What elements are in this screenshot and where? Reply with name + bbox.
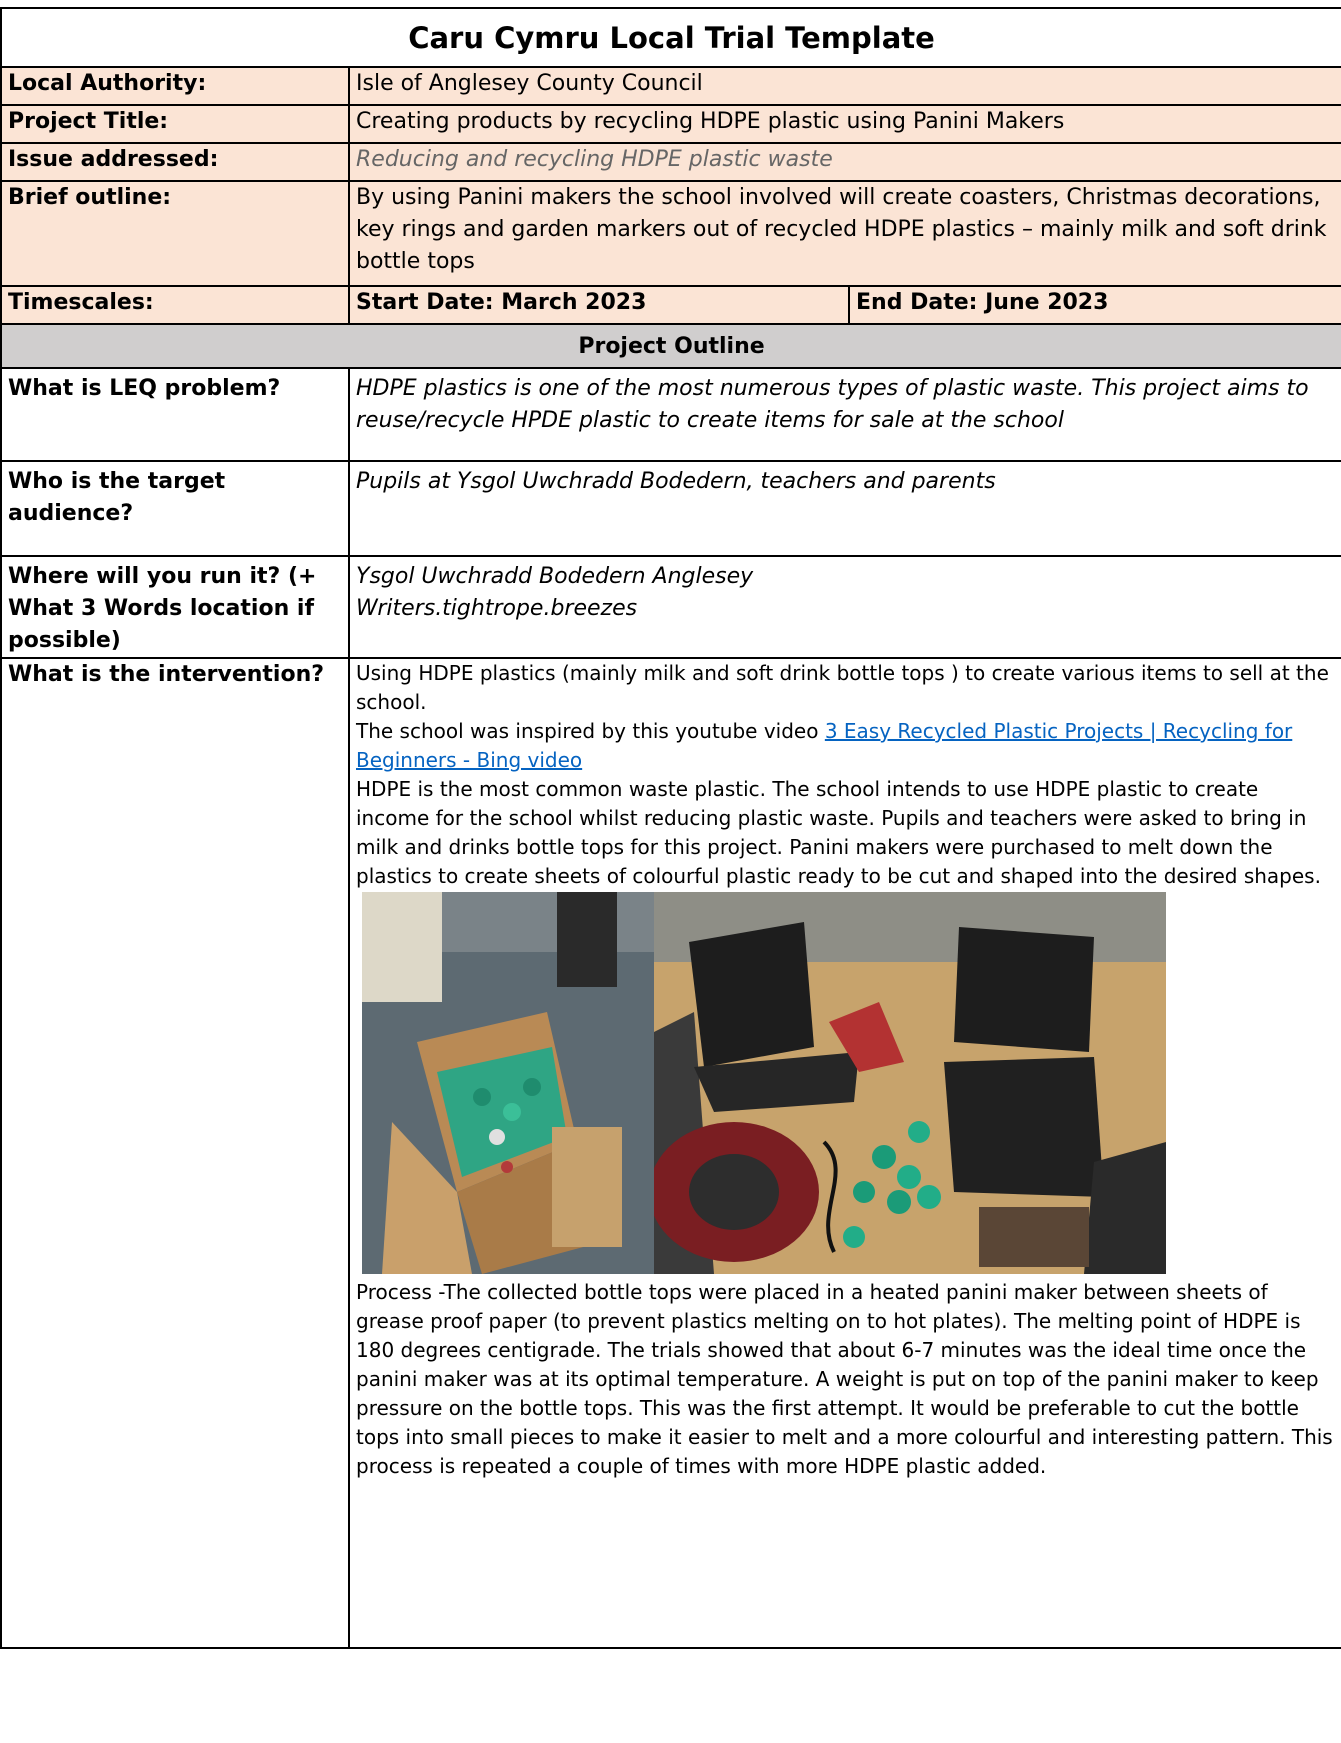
project-title-label: Project Title: bbox=[1, 105, 349, 143]
intervention-para-2 bbox=[356, 717, 1335, 775]
end-date: End Date: June 2023 bbox=[849, 286, 1341, 324]
trial-template-table bbox=[0, 7, 1341, 1649]
intervention-para-4: Process -The collected bottle tops were placed in a heated panini maker between sheets of grease proof paper (to prevent plastics melting on to hot plates). The melting point of HDPE is 180 degrees centigrade. The trials showed that about 6-7 minutes was the ideal time once the panini maker was at its optimal temperature. A weight is put on top of the panini maker to keep pressure on the bottle tops. This was the first attempt. It would be preferable to cut the bottle tops into small pieces to make it easier to melt and a more colourful and interesting pattern. This process is repeated a couple of times with more HDPE plastic added. bbox=[356, 1280, 1333, 1478]
location-what3words: Writers.tightrope.breezes bbox=[356, 596, 638, 621]
local-authority-label: Local Authority: bbox=[1, 67, 349, 105]
intervention-para-1: Using HDPE plastics (mainly milk and soft drink bottle tops ) to create various items to sell at the school. bbox=[356, 661, 1329, 714]
location-label: Where will you run it? (+ What 3 Words location if possible) bbox=[1, 556, 349, 658]
issue-addressed-label: Issue addressed: bbox=[1, 143, 349, 181]
intervention-cell bbox=[349, 658, 1341, 1648]
document-title: Caru Cymru Local Trial Template bbox=[1, 8, 1341, 67]
intervention-para-3: HDPE is the most common waste plastic. The school intends to use HDPE plastic to create income for the school whilst reducing plastic waste. Pupils and teachers were asked to bring in milk and drinks bottle tops for this project. Panini makers were purchased to melt down the plastics to create sheets of colourful plastic ready to be cut and shaped into the desired shapes. bbox=[356, 777, 1321, 888]
local-authority-value: Isle of Anglesey County Council bbox=[349, 67, 1341, 105]
brief-outline-label: Brief outline: bbox=[1, 181, 349, 286]
video-intro-text: The school was inspired by this youtube video bbox=[356, 719, 825, 743]
photo-box-of-bottle-tops bbox=[362, 892, 654, 1274]
target-audience-label: Who is the target audience? bbox=[1, 461, 349, 556]
timescales-label: Timescales: bbox=[1, 286, 349, 324]
location-value bbox=[349, 556, 1341, 658]
project-title-value: Creating products by recycling HDPE plastic using Panini Makers bbox=[349, 105, 1341, 143]
target-audience-value: Pupils at Ysgol Uwchradd Bodedern, teachers and parents bbox=[349, 461, 1341, 556]
leq-problem-value: HDPE plastics is one of the most numerous types of plastic waste. This project aims to reuse/recycle HPDE plastic to create items for sale at the school bbox=[349, 368, 1341, 461]
intervention-label: What is the intervention? bbox=[1, 658, 349, 1648]
location-school: Ysgol Uwchradd Bodedern Anglesey bbox=[356, 564, 754, 589]
leq-problem-label: What is LEQ problem? bbox=[1, 368, 349, 461]
brief-outline-value: By using Panini makers the school involved will create coasters, Christmas decorations, key rings and garden markers out of recycled HDPE plastics – mainly milk and soft drink bottle tops bbox=[349, 181, 1341, 286]
start-date: Start Date: March 2023 bbox=[349, 286, 849, 324]
photo-strip bbox=[362, 892, 1335, 1274]
issue-addressed-value: Reducing and recycling HDPE plastic waste bbox=[349, 143, 1341, 181]
video-link[interactable]: 3 Easy Recycled Plastic Projects | Recycling for Beginners - Bing video bbox=[356, 719, 1293, 772]
project-outline-heading: Project Outline bbox=[1, 324, 1341, 368]
photo-panini-makers bbox=[654, 892, 1166, 1274]
